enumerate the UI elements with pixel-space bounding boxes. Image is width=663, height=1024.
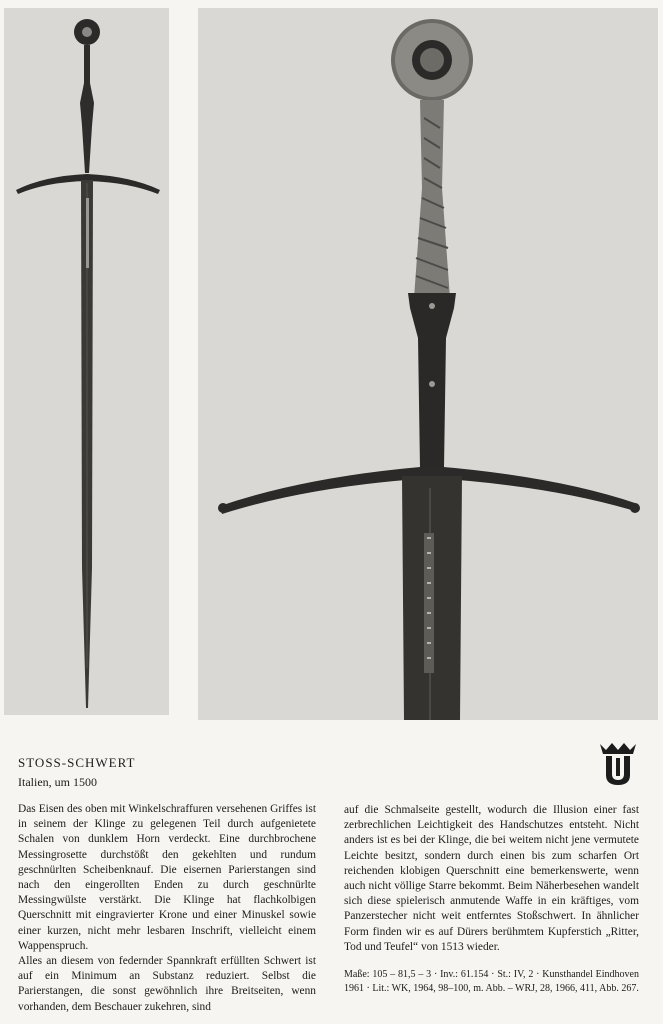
sword-hilt-photo-icon (198, 8, 658, 720)
sword-hilt-detail-photo (198, 8, 658, 720)
origin-subtitle: Italien, um 1500 (18, 775, 97, 789)
page-title: STOSS-SCHWERT (18, 755, 136, 770)
description-left-column (18, 802, 316, 1015)
description-right-column (344, 803, 639, 955)
crown-monogram-icon (596, 740, 640, 786)
sword-full-photo (4, 8, 169, 715)
description-paragraph: Alles an diesem von federnder Spannkraft erfüllten Schwert ist auf ein Minimum an Substanz reduziert. Selbst die Parierstangen, die sonst gewöhnlich ihre Breitseiten, wenn vorhanden, dem Beschauer zukehren, sind (18, 955, 316, 1013)
description-paragraph: auf die Schmalseite gestellt, wodurch die Illusion einer fast zerbrechlichen Leichtigkeit des Handschutzes entsteht. Nicht anders ist es bei der Klinge, die bei weitem nicht jene vermutete Leichte besitzt, sondern durch einen bis zum scharfen Ort reichenden klobigen Querschnitt eine bemerkenswerte, wenn auch nicht völlige Starre bekommt. Beim Näherbesehen wandelt sich diese spielerisch anmutende Waffe in ein kräftiges, vom Panzerstecher nicht weit entferntes Stoßschwert. In ähnlicher Form finden wir es auf Dürers berühmtem Kupferstich „Ritter, Tod und Teufel“ von 1513 wieder. (344, 804, 639, 953)
description-paragraph: Das Eisen des oben mit Winkelschraffuren versehenen Griffes ist in seinem der Klinge zu gelegenen Teil durch aufgenietete Schalen von dunklem Horn verdeckt. Eine durchbrochene Messingrosette durchstößt den gekehlten und rundum geschnürlten Scheibenknauf. Die eisernen Parierstangen sind nach den eingerollten Enden zu durch geschnürlte Messingwülste verstärkt. Die Klinge hat flachkolbigen Querschnitt mit eingravierter Krone und einer Minuskel sowie einer kurzen, nicht mehr lesbaren Inschrift, vielleicht einem Wappenspruch. (18, 803, 316, 952)
sword-photo-icon (4, 8, 169, 715)
measurements-note: Maße: 105 – 81,5 – 3 · Inv.: 61.154 · St.: IV, 2 · Kunsthandel Eindhoven 1961 · Lit.: WK, 1964, 98–100, m. Abb. – WRJ, 28, 1966, 411, Abb. 267. (344, 969, 639, 994)
